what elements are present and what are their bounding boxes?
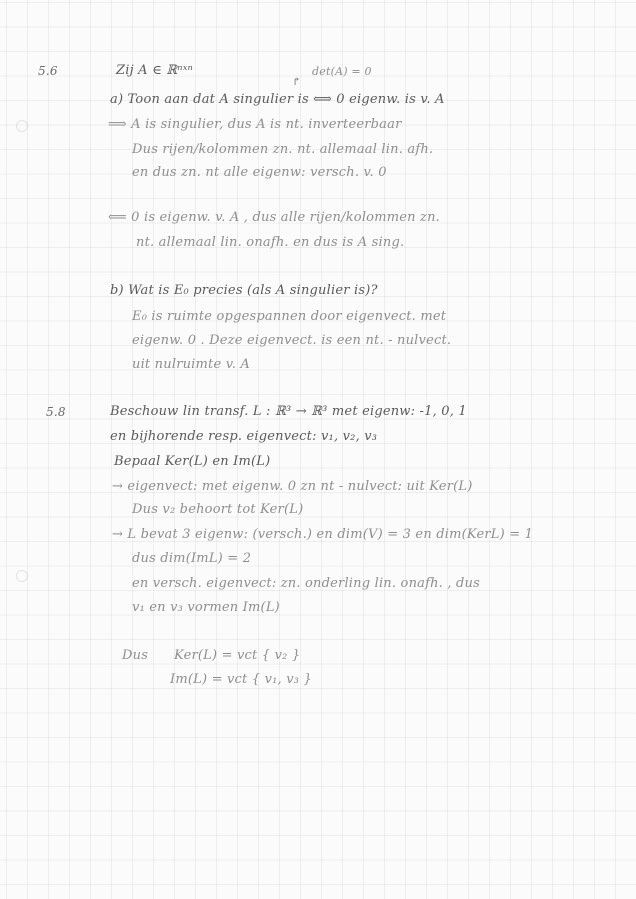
question-b: b) Wat is E₀ precies (als A singulier is)? [110,283,378,298]
arrow-up-icon: ↱ [292,75,302,88]
reasoning-line-5: en versch. eigenvect: zn. onderling lin. onafh. , dus [132,576,480,591]
exercise-number-5-8: 5.8 [46,405,66,419]
punch-hole [16,570,28,582]
exercise-task: Bepaal Ker(L) en Im(L) [114,454,271,469]
proof-forward-line-2: Dus rijen/kolommen zn. nt. allemaal lin. afh. [132,142,434,157]
reasoning-line-2: Dus v₂ behoort tot Ker(L) [132,502,304,517]
punch-hole [16,120,28,132]
answer-b-line-1: E₀ is ruimte opgespannen door eigenvect. met [132,309,447,324]
kernel-result: Ker(L) = vct { v₂ } [174,648,301,663]
exercise-statement-line-2: en bijhorende resp. eigenvect: v₁, v₂, v₃ [110,429,378,444]
exercise-statement-line-1: Beschouw lin transf. L : ℝ³ → ℝ³ met eigenw: -1, 0, 1 [110,404,467,419]
reasoning-line-1: → eigenvect: met eigenw. 0 zn nt - nulvect: uit Ker(L) [112,479,473,494]
answer-b-line-2: eigenw. 0 . Deze eigenvect. is een nt. - nulvect. [132,333,452,348]
proof-backward-line-1: ⟸ 0 is eigenw. v. A , dus alle rijen/kolommen zn. [108,210,441,225]
proof-forward-line-1: ⟹ A is singulier, dus A is nt. inverteerbaar [108,117,402,132]
image-result: Im(L) = vct { v₁, v₃ } [170,672,312,687]
det-annotation: det(A) = 0 [312,65,372,78]
reasoning-line-3: → L bevat 3 eigenw: (versch.) en dim(V) = 3 en dim(KerL) = 1 [112,527,534,542]
question-a: a) Toon aan dat A singulier is ⟺ 0 eigenw. is v. A [110,92,445,107]
proof-backward-line-2: nt. allemaal lin. onafh. en dus is A sing. [136,235,405,250]
exercise-intro: Zij A ∈ ℝⁿˣⁿ [116,63,193,78]
reasoning-line-4: dus dim(ImL) = 2 [132,551,252,566]
proof-forward-line-3: en dus zn. nt alle eigenw: versch. v. 0 [132,165,387,180]
answer-b-line-3: uit nulruimte v. A [132,357,250,372]
exercise-number-5-6: 5.6 [38,64,58,78]
reasoning-line-6: v₁ en v₃ vormen Im(L) [132,600,280,615]
conclusion-label: Dus [122,648,149,663]
